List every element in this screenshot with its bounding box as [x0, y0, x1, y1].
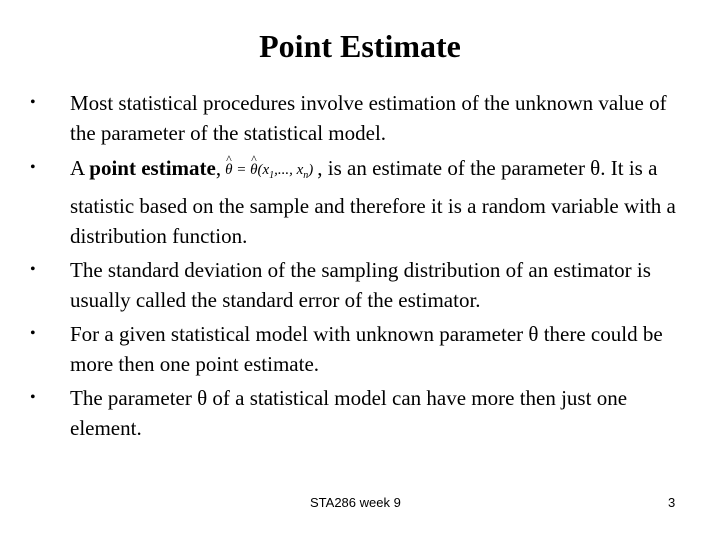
bullet-text: The parameter θ of a statistical model can have more then just one element.	[70, 386, 628, 440]
slide-title: Point Estimate	[259, 28, 461, 64]
footer-course-label: STA286 week 9	[310, 495, 401, 510]
bullet-icon: •	[30, 159, 36, 176]
formula-fn: ^ θ	[250, 155, 257, 185]
bullet-item	[26, 383, 686, 443]
formula-close: )	[308, 162, 314, 178]
page-number: 3	[668, 495, 676, 510]
formula-open: (x	[257, 162, 270, 178]
bullet-text-pre: A	[70, 156, 90, 180]
bullet-text-comma: ,	[215, 156, 222, 180]
bullet-item	[26, 88, 686, 148]
bullet-icon: •	[30, 325, 36, 342]
bullet-list	[26, 88, 686, 447]
bullet-text-bold: point estimate	[89, 156, 216, 180]
bullet-item	[26, 255, 686, 315]
bullet-icon: •	[30, 261, 36, 278]
bullet-text: Most statistical procedures involve estimation of the unknown value of the parameter of the statistical model.	[70, 91, 667, 145]
bullet-text-post: , is an estimate of the parameter θ. It is a statistic based on the sample and therefore it is a random variable with a distribution function.	[70, 156, 676, 248]
bullet-icon: •	[30, 389, 36, 406]
formula-dots: ,..., x	[274, 162, 304, 178]
formula-sub-n: n	[303, 170, 309, 181]
formula-lhs: ^ θ	[225, 155, 232, 185]
estimator-formula	[225, 155, 313, 191]
bullet-text: For a given statistical model with unknown parameter θ there could be more then one point estimate.	[70, 322, 663, 376]
bullet-icon: •	[30, 94, 36, 111]
formula-eq: =	[232, 162, 251, 178]
bullet-item	[26, 153, 686, 251]
formula-sub-1: 1	[269, 170, 275, 181]
bullet-item	[26, 319, 686, 379]
bullet-text: The standard deviation of the sampling distribution of an estimator is usually called the standard error of the estimator.	[70, 258, 651, 312]
